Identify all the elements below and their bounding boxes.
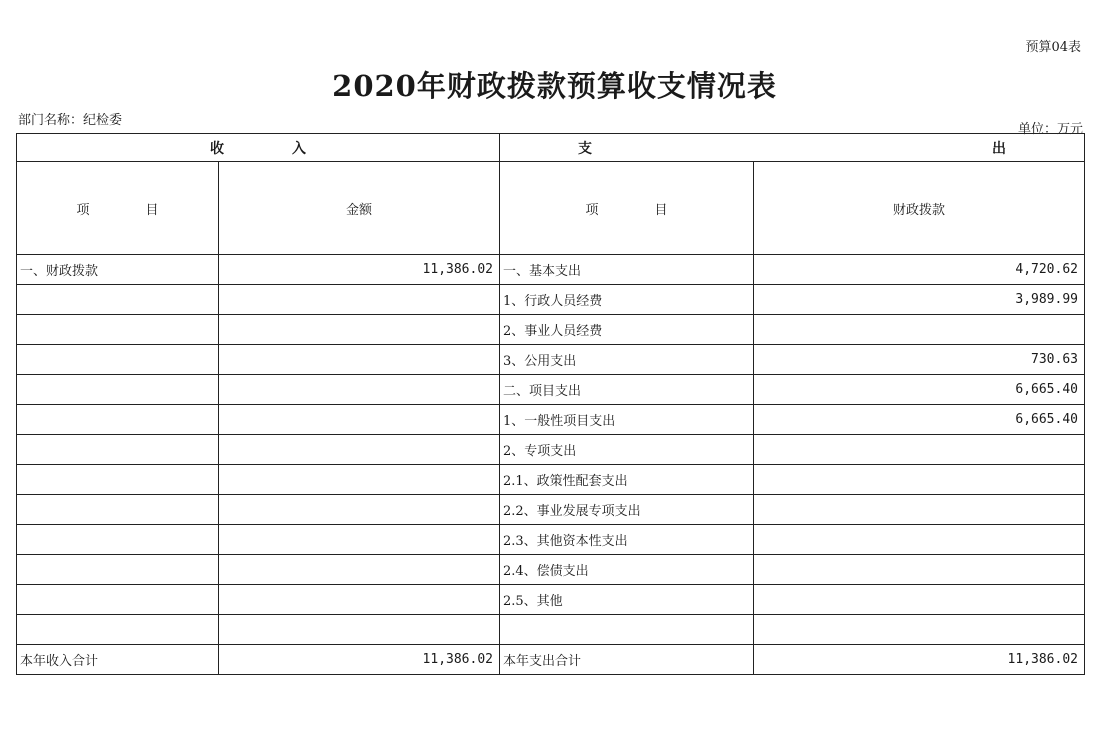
expense-item-cell: 2、专项支出 [500, 435, 754, 465]
income-amount-cell [219, 375, 500, 405]
section-header-row [17, 134, 1085, 162]
table-row [17, 345, 1085, 375]
income-item-cell: 一、财政拨款 [17, 255, 219, 285]
expense-item-cell: 1、行政人员经费 [500, 285, 754, 315]
expense-amount-cell [754, 315, 1085, 345]
expense-item-cell: 1、一般性项目支出 [500, 405, 754, 435]
expense-amount-cell [754, 555, 1085, 585]
income-amount-cell [219, 285, 500, 315]
expense-item-cell: 3、公用支出 [500, 345, 754, 375]
expense-item-cell: 2.4、偿债支出 [500, 555, 754, 585]
income-amount-cell [219, 585, 500, 615]
expense-header-char-1: 支 [578, 140, 592, 157]
table-row [17, 495, 1085, 525]
expense-amount-cell: 3,989.99 [754, 285, 1085, 315]
income-item-column-header [17, 162, 219, 255]
expense-item-cell: 2.5、其他 [500, 585, 754, 615]
income-item-cell [17, 495, 219, 525]
expense-amount-cell [754, 495, 1085, 525]
income-total-amount: 11,386.02 [219, 645, 500, 675]
expense-item-cell: 2.2、事业发展专项支出 [500, 495, 754, 525]
table-row [17, 255, 1085, 285]
table-row [17, 315, 1085, 345]
income-item-cell [17, 525, 219, 555]
table-row [17, 435, 1085, 465]
expense-item-cell: 2.1、政策性配套支出 [500, 465, 754, 495]
income-amount-cell [219, 555, 500, 585]
expense-amount-column-header: 财政拨款 [754, 162, 1085, 255]
expense-item-cell [500, 615, 754, 645]
expense-item-header-char-1: 项 [585, 202, 599, 218]
income-item-header-char-2: 目 [145, 202, 159, 218]
income-amount-cell [219, 345, 500, 375]
income-amount-cell [219, 495, 500, 525]
expense-item-cell: 2、事业人员经费 [500, 315, 754, 345]
expense-header-char-2: 出 [992, 140, 1006, 157]
expense-amount-cell [754, 465, 1085, 495]
income-amount-cell [219, 615, 500, 645]
income-amount-cell [219, 405, 500, 435]
income-item-cell [17, 435, 219, 465]
table-row [17, 405, 1085, 435]
income-item-cell [17, 465, 219, 495]
expense-total-label: 本年支出合计 [500, 645, 754, 675]
table-row [17, 615, 1085, 645]
expense-amount-cell: 730.63 [754, 345, 1085, 375]
table-row [17, 585, 1085, 615]
income-amount-cell: 11,386.02 [219, 255, 500, 285]
income-item-cell [17, 345, 219, 375]
form-code: 预算04表 [1025, 40, 1081, 55]
income-item-cell [17, 315, 219, 345]
income-amount-cell [219, 315, 500, 345]
expense-section-header [500, 134, 1085, 162]
budget-table [16, 133, 1085, 675]
table-row [17, 555, 1085, 585]
table-row [17, 285, 1085, 315]
income-item-cell [17, 615, 219, 645]
department-name: 部门名称：纪检委 [18, 113, 123, 128]
income-header-char-1: 收 [210, 140, 224, 157]
table-row [17, 375, 1085, 405]
income-item-cell [17, 285, 219, 315]
expense-item-cell: 二、项目支出 [500, 375, 754, 405]
expense-item-cell: 2.3、其他资本性支出 [500, 525, 754, 555]
table-row [17, 525, 1085, 555]
income-amount-cell [219, 465, 500, 495]
expense-item-cell: 一、基本支出 [500, 255, 754, 285]
income-header-char-2: 入 [292, 140, 306, 157]
income-item-cell [17, 375, 219, 405]
expense-amount-cell: 6,665.40 [754, 405, 1085, 435]
expense-amount-cell: 6,665.40 [754, 375, 1085, 405]
income-item-cell [17, 405, 219, 435]
income-section-header [17, 134, 500, 162]
expense-item-column-header [500, 162, 754, 255]
column-header-row [17, 162, 1085, 255]
expense-amount-cell [754, 585, 1085, 615]
income-amount-cell [219, 435, 500, 465]
unit-label: 单位：万元 [1017, 122, 1083, 137]
income-amount-cell [219, 525, 500, 555]
expense-amount-cell [754, 435, 1085, 465]
expense-amount-cell: 4,720.62 [754, 255, 1085, 285]
totals-row [17, 645, 1085, 675]
income-amount-column-header: 金额 [219, 162, 500, 255]
income-item-cell [17, 555, 219, 585]
page-title: 2020年财政拨款预算收支情况表 [332, 69, 777, 103]
expense-item-header-char-2: 目 [654, 202, 668, 218]
income-item-cell [17, 585, 219, 615]
expense-amount-cell [754, 615, 1085, 645]
expense-amount-cell [754, 525, 1085, 555]
table-row [17, 465, 1085, 495]
income-total-label: 本年收入合计 [17, 645, 219, 675]
income-item-header-char-1: 项 [76, 202, 90, 218]
expense-total-amount: 11,386.02 [754, 645, 1085, 675]
